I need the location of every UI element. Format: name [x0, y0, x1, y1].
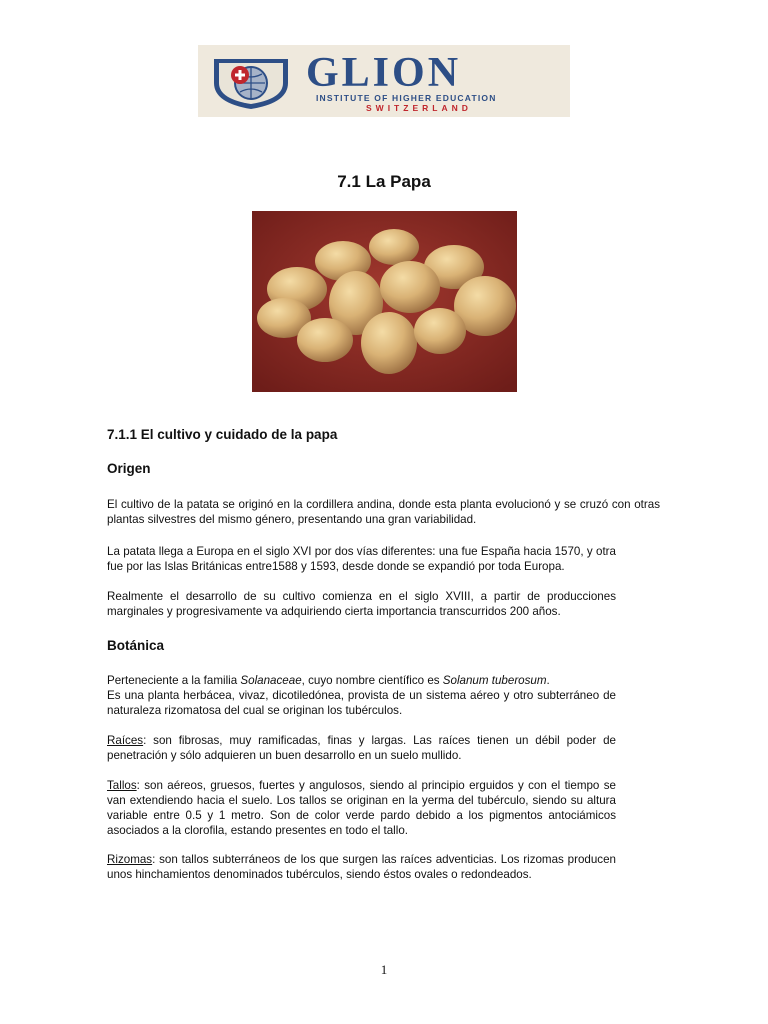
tallos-term: Tallos [107, 779, 137, 792]
raices-term: Raíces [107, 734, 144, 747]
logo-country: SWITZERLAND [366, 103, 472, 113]
origen-paragraph-2: La patata llega a Europa en el siglo XVI por dos vías diferentes: una fue España hacia 1570, y otra fue por las Islas Británicas entre1588 y 1593, desde donde se expandió por toda Europa. [107, 545, 616, 573]
glion-logo [198, 45, 570, 117]
botanica-description: Es una planta herbácea, vivaz, dicotiledónea, provista de un sistema aéreo y otro subterráneo de naturaleza rizomatosa del cual se originan los tubérculos. [107, 689, 616, 717]
origen-paragraph-3: Realmente el desarrollo de su cultivo comienza en el siglo XVIII, a partir de producciones marginales y progresivamente va adquiriendo cierta importancia transcurridos 200 años. [107, 590, 616, 618]
section-heading: 7.1.1 El cultivo y cuidado de la papa [107, 427, 338, 442]
potatoes-photo [252, 211, 517, 392]
origen-paragraph-1: El cultivo de la patata se originó en la cordillera andina, donde esta planta evolucionó y se cruzó con otras plantas silvestres del mismo género, presentando una gran variabilidad. [107, 498, 660, 526]
origen-heading: Origen [107, 461, 151, 476]
botanica-heading: Botánica [107, 638, 165, 653]
rizomas-paragraph: Rizomas: son tallos subterráneos de los que surgen las raíces adventicias. Los rizomas producen unos hinchamientos denominados tubérculos, siendo éstos ovales o redondeados. [107, 853, 616, 881]
logo-subtitle: INSTITUTE OF HIGHER EDUCATION [316, 93, 497, 103]
botanica-family-paragraph: Perteneciente a la familia Solanaceae, cuyo nombre científico es Solanum tuberosum. [107, 674, 550, 687]
tallos-paragraph: Tallos: son aéreos, gruesos, fuertes y angulosos, siendo al principio erguidos y con el tiempo se van extendiendo hacia el suelo. Los tallos se originan en la yerma del tubérculo, siendo su altura variable entre 0.5 y 1 metro. Son de color verde pardo debido a los pigmentos antociámicos asociados a la clorofila, estando presentes en todo el tallo. [107, 779, 616, 837]
species-name: Solanum tuberosum [442, 674, 547, 687]
rizomas-term: Rizomas [107, 853, 153, 866]
glion-crest-icon [210, 53, 292, 111]
family-name: Solanaceae [240, 674, 302, 687]
logo-brand-text: GLION [306, 50, 462, 96]
raices-paragraph: Raíces: son fibrosas, muy ramificadas, finas y largas. Las raíces tienen un débil poder de penetración y sólo adquieren un buen desarrollo en un suelo mullido. [107, 734, 616, 762]
page-title: 7.1 La Papa [337, 172, 431, 191]
page-number: 1 [380, 962, 388, 977]
